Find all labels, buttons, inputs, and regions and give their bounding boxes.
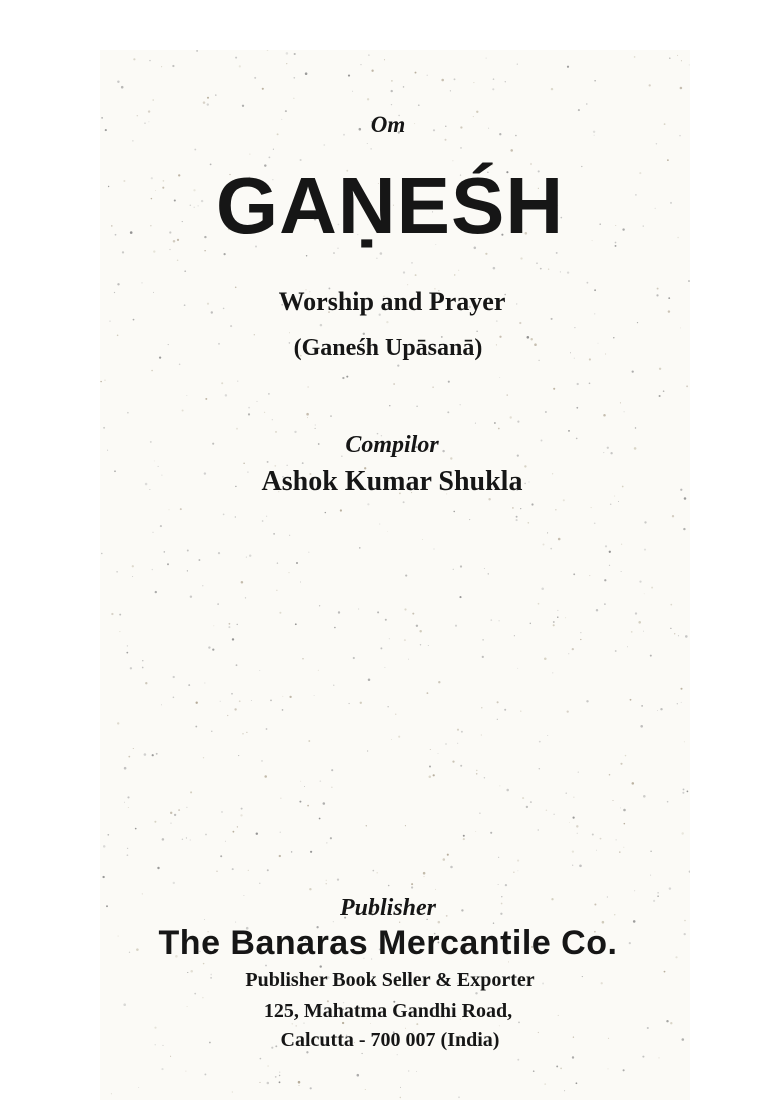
publisher-name: The Banaras Mercantile Co. <box>158 924 618 962</box>
publisher-address-line2: Calcutta - 700 007 (India) <box>280 1029 500 1051</box>
publisher-address-line1: 125, Mahatma Gandhi Road, <box>263 1000 513 1022</box>
publisher-label: Publisher <box>339 895 437 921</box>
book-subtitle-alt: (Ganeśh Upāsanā) <box>293 335 483 361</box>
invocation-text: Om <box>370 112 406 137</box>
book-subtitle: Worship and Prayer <box>278 287 506 316</box>
compiler-name: Ashok Kumar Shukla <box>261 466 523 497</box>
publisher-description: Publisher Book Seller & Exporter <box>245 969 535 991</box>
book-title: GAṆEŚH <box>215 161 565 250</box>
compiler-label: Compilor <box>345 432 439 458</box>
